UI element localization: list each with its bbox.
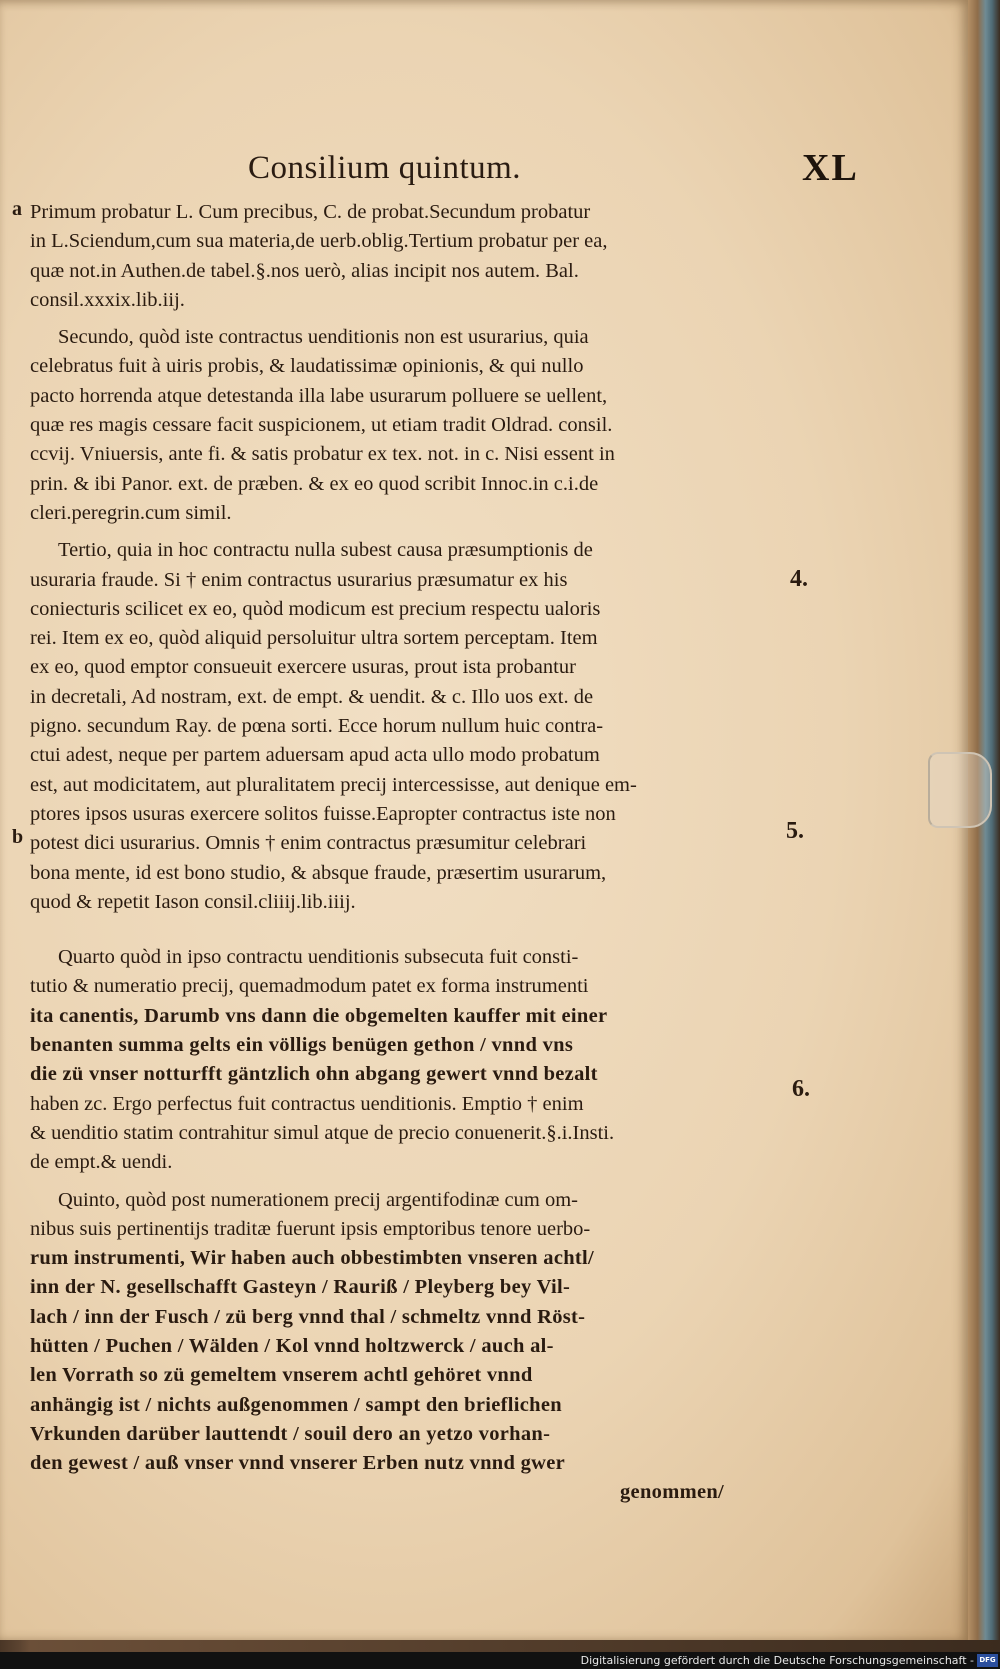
fraktur-line: die zü vnser notturfft gäntzlich ohn abgang gewert vnnd bezalt	[30, 1063, 598, 1086]
text-line: in decretali, Ad nostram, ext. de empt. & uendit. & c. Illo uos ext. de	[30, 685, 594, 708]
text-line: nibus suis pertinentijs traditæ fuerunt ipsis emptoribus tenore uerbo-	[30, 1217, 591, 1240]
folio-number: XL	[802, 147, 859, 189]
paragraph-1	[30, 198, 770, 315]
fraktur-line: genommen/	[620, 1481, 725, 1504]
text-line: de empt.& uendi.	[30, 1151, 173, 1174]
fraktur-line: inn der N. gesellschafft Gasteyn / Rauriß / Pleyberg bey Vil-	[30, 1276, 571, 1299]
text-line: cleri.peregrin.cum simil.	[30, 501, 232, 524]
text-line: ccvij. Vniuersis, ante fi. & satis probatur ex tex. not. in c. Nisi essent in	[30, 443, 615, 466]
fraktur-line: hütten / Puchen / Wälden / Kol vnnd holtzwerck / auch al-	[30, 1334, 554, 1357]
fraktur-line: len Vorrath so zü gemeltem vnserem achtl gehöret vnnd	[30, 1364, 533, 1387]
fraktur-line: ita canentis, Darumb vns dann die obgemelten kauffer mit einer	[30, 1004, 608, 1027]
dfg-logo: DFG	[977, 1654, 998, 1667]
text-line: coniecturis scilicet ex eo, quòd modicum est precium respectu ualoris	[30, 597, 601, 620]
page-header	[0, 147, 968, 200]
text-line: quæ not.in Authen.de tabel.§.nos uerò, alias incipit nos autem. Bal.	[30, 259, 579, 282]
body-text	[30, 198, 770, 1508]
text-line: consil.xxxix.lib.iij.	[30, 288, 185, 311]
page-clip-tab	[928, 752, 992, 828]
paragraph-5	[30, 1186, 770, 1508]
text-line: quæ res magis cessare facit suspicionem, ut etiam tradit Oldrad. consil.	[30, 414, 613, 437]
paragraph-3	[30, 536, 770, 917]
text-line: ex eo, quod emptor consueuit exercere usuras, prout ista probantur	[30, 656, 576, 679]
fraktur-line: rum instrumenti, Wir haben auch obbestimbten vnseren achtl/	[30, 1247, 595, 1270]
running-title: Consilium quintum.	[248, 150, 522, 186]
margin-number-5: 5.	[786, 818, 804, 844]
margin-number-6: 6.	[792, 1076, 810, 1102]
text-line: & uenditio statim contrahitur simul atque de precio conuenerit.§.i.Insti.	[30, 1121, 615, 1144]
text-line: prin. & ibi Panor. ext. de præben. & ex eo quod scribit Innoc.in c.i.de	[30, 472, 599, 495]
text-line: bona mente, id est bono studio, & absque fraude, præsertim usurarum,	[30, 861, 607, 884]
text-line: est, aut modicitatem, aut pluralitatem precij intercessisse, aut denique em-	[30, 773, 637, 796]
fraktur-line: den gewest / auß vnser vnnd vnserer Erben nutz vnnd gwer	[30, 1452, 566, 1475]
footer-credit: Digitalisierung gefördert durch die Deutsche Forschungsgemeinschaft -	[580, 1654, 974, 1667]
fraktur-line: lach / inn der Fusch / zü berg vnnd thal / schmeltz vnnd Röst-	[30, 1305, 586, 1328]
text-line: pigno. secundum Ray. de pœna sorti. Ecce horum nullum huic contra-	[30, 715, 604, 738]
margin-mark-b: b	[12, 826, 24, 848]
text-line: rei. Item ex eo, quòd aliquid persoluitur ultra sortem perceptam. Item	[30, 627, 598, 650]
text-line: Tertio, quia in hoc contractu nulla subest causa præsumptionis de	[58, 539, 593, 562]
fraktur-line: benanten summa gelts ein völligs benügen gethon / vnnd vns	[30, 1034, 574, 1057]
text-line: celebratus fuit à uiris probis, & laudatissimæ opinionis, & qui nullo	[30, 355, 584, 378]
text-line: pacto horrenda atque detestanda illa labe usurarum polluere se uellent,	[30, 384, 608, 407]
text-line: Quinto, quòd post numerationem precij argentifodinæ cum om-	[58, 1188, 578, 1211]
text-line: Secundo, quòd iste contractus uenditionis non est usurarius, quia	[58, 326, 589, 349]
text-line: ptores ipsos usuras exercere solitos fuisse.Eapropter contractus iste non	[30, 802, 616, 825]
text-line: usuraria fraude. Si † enim contractus usurarius præsumatur ex his	[30, 568, 568, 591]
margin-number-4: 4.	[790, 566, 808, 592]
text-line: potest dici usurarius. Omnis † enim contractus præsumitur celebrari	[30, 832, 587, 855]
paragraph-2	[30, 323, 770, 528]
text-line: quod & repetit Iason consil.cliiij.lib.iiij.	[30, 890, 356, 913]
text-line: in L.Sciendum,cum sua materia,de uerb.oblig.Tertium probatur per ea,	[30, 230, 608, 253]
paragraph-4	[30, 943, 770, 1177]
text-line: ctui adest, neque per partem aduersam apud acta ullo modo probatum	[30, 744, 600, 767]
text-line: tutio & numeratio precij, quemadmodum patet ex forma instrumenti	[30, 975, 589, 998]
text-line: Quarto quòd in ipso contractu uenditionis subsecuta fuit consti-	[58, 946, 579, 969]
text-line: Primum probatur L. Cum precibus, C. de probat.Secundum probatur	[30, 201, 591, 223]
margin-mark-a: a	[12, 198, 22, 220]
fraktur-line: anhängig ist / nichts außgenommen / sampt den brieflichen	[30, 1393, 562, 1416]
text-line: haben zc. Ergo perfectus fuit contractus uenditionis. Emptio † enim	[30, 1092, 584, 1115]
fraktur-line: Vrkunden darüber lauttendt / souil dero an yetzo vorhan-	[30, 1422, 551, 1445]
